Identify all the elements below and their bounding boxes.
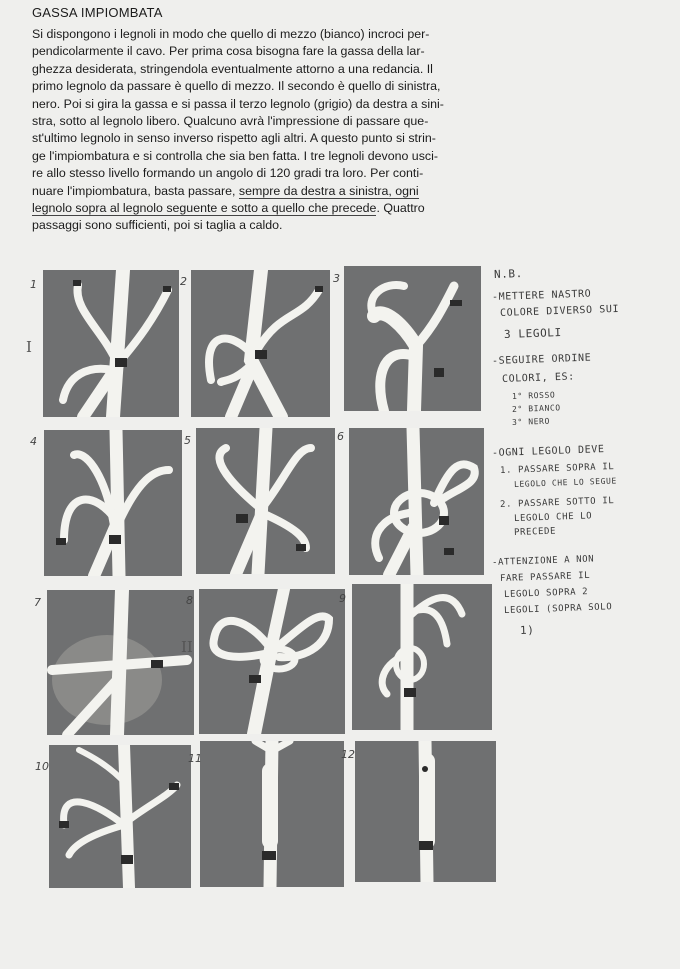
paragraph-line: passaggi sono sufficienti, poi si taglia a caldo. <box>32 218 283 233</box>
note-line: 1) <box>519 623 535 637</box>
step-number: 1 <box>30 278 37 291</box>
note-line: 2. PASSARE SOTTO IL <box>499 496 615 510</box>
paragraph-line: legnolo sopra al legnolo seguente e sotto a quello che precede. Quattro <box>32 200 425 215</box>
note-nb: N.B. <box>493 266 524 281</box>
step-photo-9 <box>352 584 492 730</box>
rope-splice-illustration <box>352 584 492 730</box>
note-line: 3° NERO <box>511 416 551 427</box>
step-number: 11 <box>188 752 202 765</box>
note-line: 1. PASSARE SOPRA IL <box>499 462 615 476</box>
paragraph-line: st'ultimo legnolo in senso inverso rispetto agli altri. A questo punto si strin- <box>32 131 436 146</box>
instruction-paragraph <box>32 26 484 235</box>
note-line: LEGOLO CHE LO SEGUE <box>513 476 618 489</box>
note-line: LEGOLO SOPRA 2 <box>503 587 589 600</box>
step-number: 8 <box>186 594 193 607</box>
paragraph-line: ge l'impiombatura e si controlla che sia ben fatta. I tre legnoli devono usci- <box>32 148 438 163</box>
rope-splice-illustration <box>191 270 330 417</box>
step-number: 3 <box>333 272 340 285</box>
step-photo-7 <box>47 590 194 735</box>
rope-splice-illustration <box>49 745 191 888</box>
note-line: LEGOLI (SOPRA SOLO <box>503 602 613 616</box>
roman-mark: II <box>181 638 193 656</box>
step-number: 2 <box>180 275 187 288</box>
underlined-text: legnolo sopra al legnolo seguente e sotto a quello che precede <box>32 200 377 215</box>
note-line: -ATTENZIONE A NON <box>491 554 595 568</box>
note-line: COLORE DIVERSO SUI <box>499 303 620 319</box>
note-line: COLORI, ES: <box>501 371 575 385</box>
step-number: 4 <box>30 435 37 448</box>
note-line: -OGNI LEGOLO DEVE <box>491 444 605 459</box>
rope-splice-illustration <box>199 589 345 734</box>
note-line: 2° BIANCO <box>511 403 561 414</box>
step-number: 5 <box>184 434 191 447</box>
step-photo-5 <box>196 428 335 574</box>
paragraph-line: re allo stesso livello formando un angolo di 120 gradi tra loro. Per conti- <box>32 166 424 181</box>
step-photo-4 <box>44 430 182 576</box>
paragraph-line: Si dispongono i legnoli in modo che quello di mezzo (bianco) incroci per- <box>32 27 430 41</box>
paragraph-line: ghezza desiderata, stringendola eventualmente attorno a una redancia. Il <box>32 61 433 76</box>
rope-splice-illustration <box>349 428 484 575</box>
note-line: -SEGUIRE ORDINE <box>491 352 592 367</box>
underlined-text: sempre da destra a sinistra, ogni <box>238 183 419 198</box>
paragraph-line: nero. Poi si gira la gassa e si passa il terzo legnolo (grigio) da destra a sini- <box>32 96 444 111</box>
rope-splice-illustration <box>355 741 496 882</box>
rope-splice-illustration <box>196 428 335 574</box>
note-line: PRECEDE <box>513 526 557 538</box>
step-photo-3 <box>344 266 481 411</box>
step-photo-2 <box>191 270 330 417</box>
rope-splice-illustration <box>344 266 481 411</box>
step-number: 6 <box>337 430 344 443</box>
section-heading: GASSA IMPIOMBATA <box>32 5 163 20</box>
rope-splice-illustration <box>47 590 194 735</box>
paragraph-line: stra, sotto al legnolo libero. Qualcuno avrà l'impressione di passare que- <box>32 113 429 128</box>
step-number: 10 <box>35 760 49 773</box>
step-photo-12 <box>355 741 496 882</box>
rope-splice-illustration <box>200 741 344 887</box>
paragraph-line: pendicolarmente il cavo. Per prima cosa bisogna fare la gassa della lar- <box>32 44 425 59</box>
step-photo-6 <box>349 428 484 575</box>
roman-mark: I <box>26 338 32 356</box>
step-photo-1 <box>43 270 179 417</box>
paragraph-line: primo legnolo da passare è quello di mezzo. Il secondo è quello di sinistra, <box>32 79 441 94</box>
step-photo-10 <box>49 745 191 888</box>
step-number: 9 <box>339 592 346 605</box>
rope-splice-illustration <box>44 430 182 576</box>
note-line: 1° ROSSO <box>511 390 556 401</box>
note-line: FARE PASSARE IL <box>499 570 591 584</box>
step-photo-11 <box>200 741 344 887</box>
rope-splice-illustration <box>43 270 179 417</box>
paragraph-line: nuare l'impiombatura, basta passare, sempre da destra a sinistra, ogni <box>32 183 419 198</box>
step-photo-8 <box>199 589 345 734</box>
note-line: -METTERE NASTRO <box>491 288 592 303</box>
note-line: 3 LEGOLI <box>503 325 562 341</box>
step-number: 12 <box>341 748 355 761</box>
note-line: LEGOLO CHE LO <box>513 511 593 524</box>
step-number: 7 <box>34 596 41 609</box>
